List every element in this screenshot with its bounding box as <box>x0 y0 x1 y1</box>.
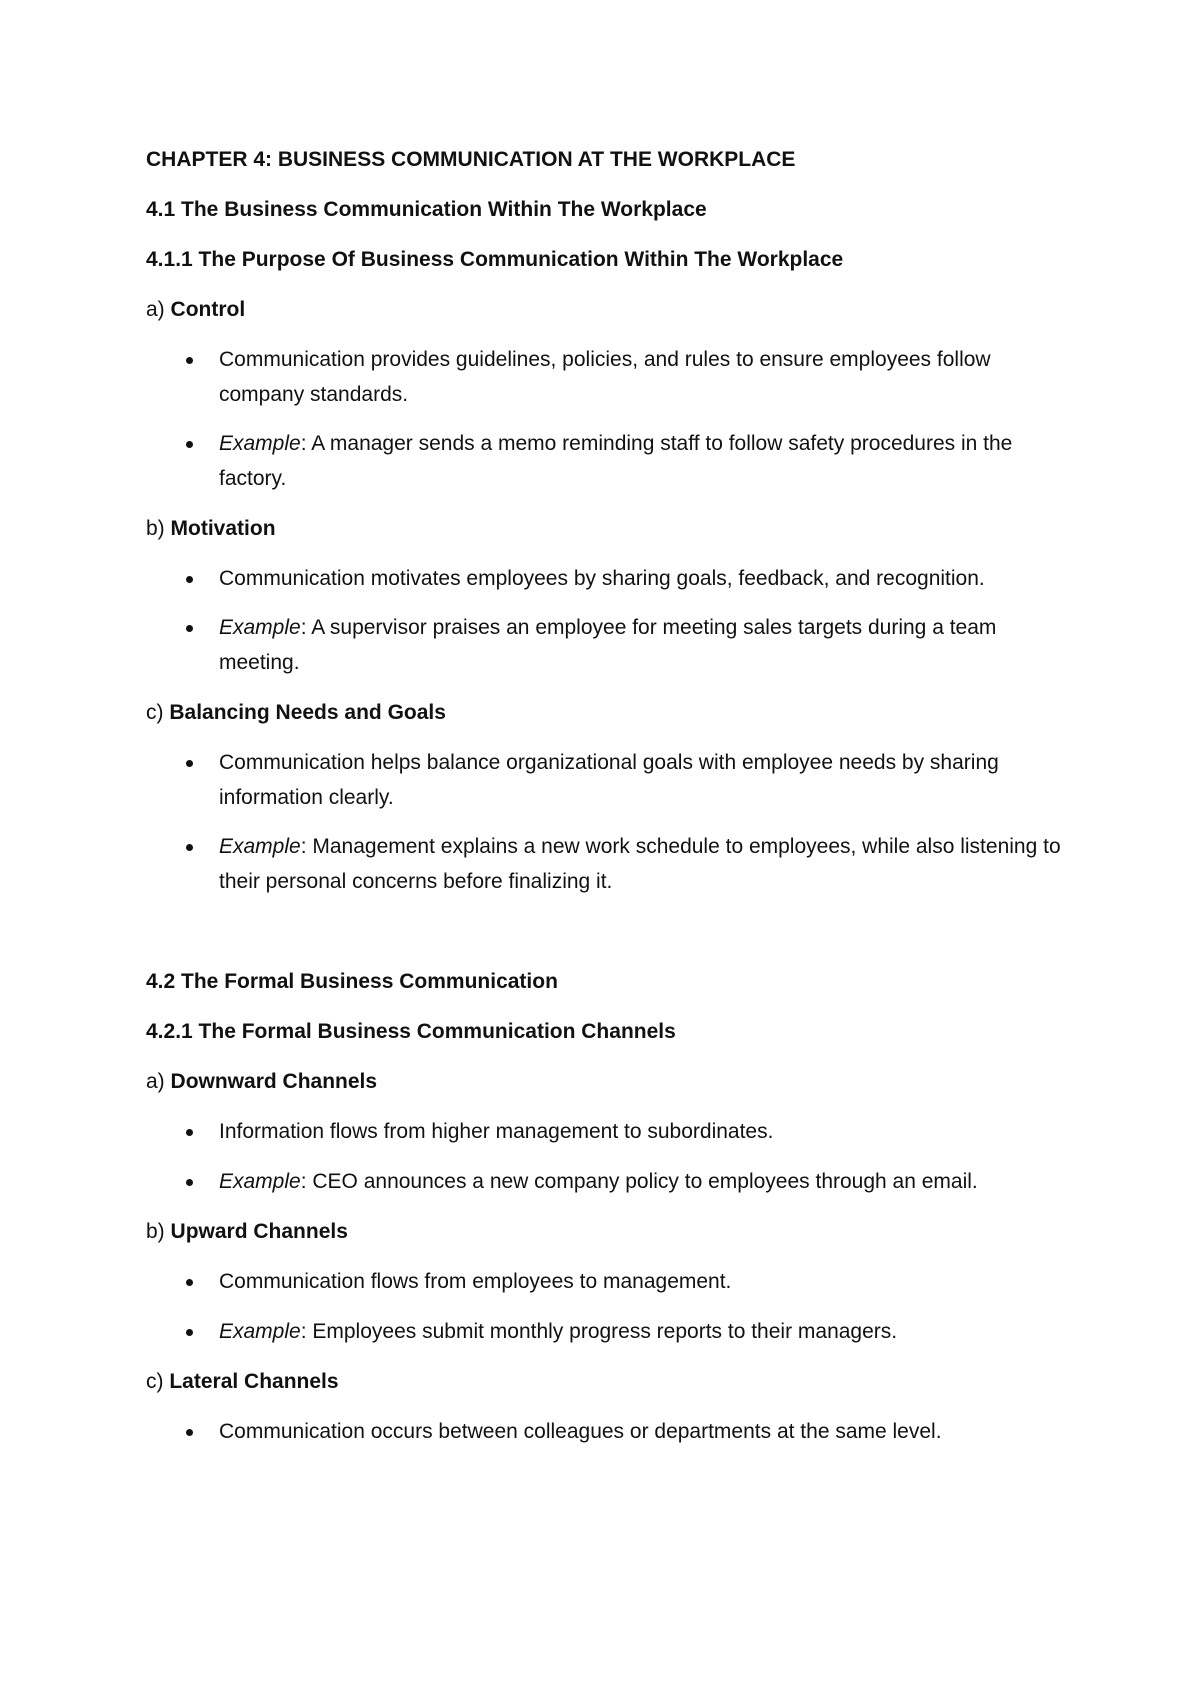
bullet-icon <box>186 844 193 851</box>
list-item <box>146 829 1076 899</box>
list-item <box>146 1264 1076 1299</box>
list-item <box>146 342 1076 412</box>
example-label: Example <box>219 1320 301 1343</box>
bullet-text: Communication flows from employees to management. <box>219 1270 732 1293</box>
item-heading-balancing-needs <box>146 695 1076 730</box>
bullet-icon <box>186 441 193 448</box>
bullet-icon <box>186 1329 193 1336</box>
section-heading-4-1: 4.1 The Business Communication Within The Workplace <box>146 198 707 221</box>
bullet-icon <box>186 576 193 583</box>
item-heading-downward-channels <box>146 1064 1076 1099</box>
list-item <box>146 610 1076 680</box>
bullet-text: Communication occurs between colleagues or departments at the same level. <box>219 1420 942 1443</box>
item-title: Lateral Channels <box>169 1370 339 1393</box>
list-item <box>146 1164 1076 1199</box>
chapter-title: CHAPTER 4: BUSINESS COMMUNICATION AT THE WORKPLACE <box>146 148 796 171</box>
bullet-text: Communication motivates employees by sharing goals, feedback, and recognition. <box>219 567 985 590</box>
item-label: c) <box>146 701 164 724</box>
item-title: Upward Channels <box>170 1220 348 1243</box>
bullet-list-lateral-channels <box>146 1414 1076 1449</box>
item-heading-control <box>146 292 1076 327</box>
item-heading-upward-channels <box>146 1214 1076 1249</box>
example-label: Example <box>219 616 301 639</box>
example-label: Example <box>219 1170 301 1193</box>
list-item <box>146 745 1076 815</box>
item-label: c) <box>146 1370 164 1393</box>
bullet-text: Information flows from higher management to subordinates. <box>219 1120 774 1143</box>
section-heading-4-2: 4.2 The Formal Business Communication <box>146 970 558 993</box>
example-text: : A supervisor praises an employee for meeting sales targets during a team meeting. <box>219 616 997 674</box>
item-label: b) <box>146 517 165 540</box>
bullet-text: Communication helps balance organizational goals with employee needs by sharing information clearly. <box>219 751 999 809</box>
bullet-list-control <box>146 342 1076 496</box>
bullet-list-downward-channels <box>146 1114 1076 1199</box>
bullet-list-motivation <box>146 561 1076 680</box>
list-item <box>146 426 1076 496</box>
bullet-text: Communication provides guidelines, policies, and rules to ensure employees follow company standards. <box>219 348 991 406</box>
item-heading-lateral-channels <box>146 1364 1076 1399</box>
item-label: a) <box>146 1070 165 1093</box>
subsection-heading-4-2-1: 4.2.1 The Formal Business Communication Channels <box>146 1020 676 1043</box>
example-label: Example <box>219 835 301 858</box>
list-item <box>146 1114 1076 1149</box>
example-label: Example <box>219 432 301 455</box>
item-label: a) <box>146 298 165 321</box>
item-title: Motivation <box>170 517 276 540</box>
bullet-icon <box>186 1129 193 1136</box>
bullet-list-balancing-needs <box>146 745 1076 899</box>
subsection-heading-4-1-1: 4.1.1 The Purpose Of Business Communication Within The Workplace <box>146 248 844 271</box>
bullet-icon <box>186 760 193 767</box>
item-title: Control <box>170 298 246 321</box>
bullet-icon <box>186 1279 193 1286</box>
document-content <box>146 142 1076 1449</box>
item-heading-motivation <box>146 511 1076 546</box>
example-text: : Management explains a new work schedule to employees, while also listening to their personal concerns before finalizing it. <box>219 835 1061 893</box>
bullet-icon <box>186 625 193 632</box>
list-item <box>146 1314 1076 1349</box>
bullet-icon <box>186 357 193 364</box>
item-label: b) <box>146 1220 165 1243</box>
bullet-icon <box>186 1429 193 1436</box>
item-title: Downward Channels <box>170 1070 378 1093</box>
bullet-list-upward-channels <box>146 1264 1076 1349</box>
example-text: : Employees submit monthly progress reports to their managers. <box>300 1320 898 1343</box>
item-title: Balancing Needs and Goals <box>169 701 446 724</box>
example-text: : A manager sends a memo reminding staff to follow safety procedures in the factory. <box>219 432 1013 490</box>
list-item <box>146 1414 1076 1449</box>
example-text: : CEO announces a new company policy to employees through an email. <box>300 1170 978 1193</box>
bullet-icon <box>186 1179 193 1186</box>
list-item <box>146 561 1076 596</box>
